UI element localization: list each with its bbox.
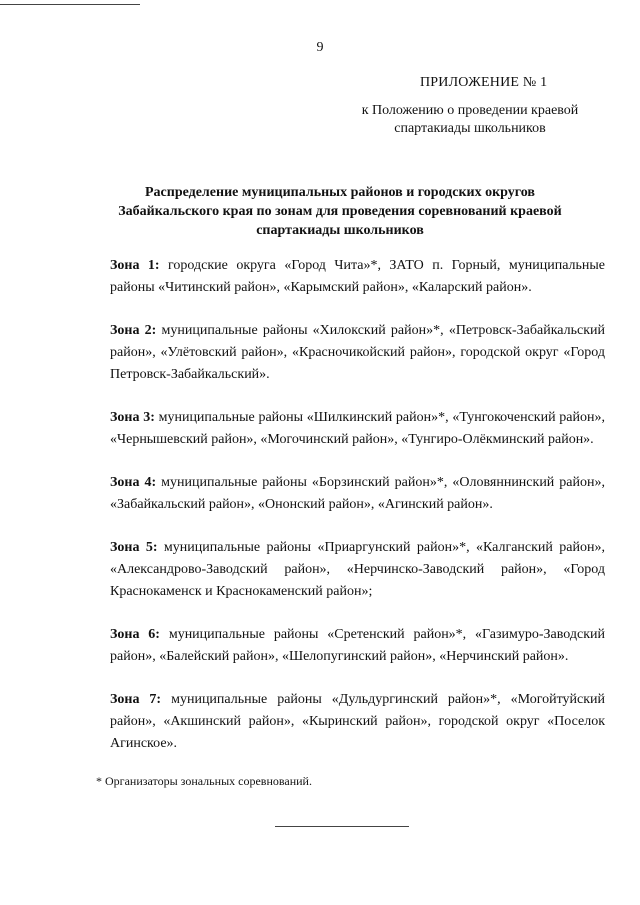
zone-paragraph-3 <box>110 407 605 451</box>
zones-list <box>110 255 605 776</box>
zone-text: городские округа «Город Чита»*, ЗАТО п. Горный, муниципальные районы «Читинский район», «Карымский район», «Каларский район». <box>110 258 606 295</box>
zone-label: Зона 3: <box>110 410 155 425</box>
zone-paragraph-6 <box>110 624 605 668</box>
zone-label: Зона 7: <box>110 692 162 707</box>
appendix-title: ПРИЛОЖЕНИЕ № 1 <box>420 75 548 90</box>
zone-label: Зона 5: <box>110 540 158 555</box>
zone-text: муниципальные районы «Приаргунский район»*, «Калганский район», «Александрово-Заводский район», «Нерчинско-Заводский район», «Город Краснокаменск и Краснокаменский район»; <box>110 540 606 599</box>
zone-text: муниципальные районы «Сретенский район»*, «Газимуро-Заводский район», «Балейский район», «Шелопугинский район», «Нерчинский район». <box>110 627 605 664</box>
footnote: * Организаторы зональных соревнований. <box>96 774 312 788</box>
zone-label: Зона 6: <box>110 627 160 642</box>
zone-label: Зона 2: <box>110 323 157 338</box>
zone-text: муниципальные районы «Борзинский район»*, «Оловяннинский район», «Забайкальский район», «Ононский район», «Агинский район». <box>110 475 606 512</box>
zone-paragraph-7 <box>110 689 605 755</box>
zone-text: муниципальные районы «Хилокский район»*, «Петровск-Забайкальский район», «Улётовский район», «Красночикойский район», городской округ «Город Петровск-Забайкальский». <box>110 323 605 382</box>
zone-paragraph-4 <box>110 472 605 516</box>
zone-label: Зона 1: <box>110 258 160 273</box>
zone-label: Зона 4: <box>110 475 157 490</box>
zone-paragraph-5 <box>110 537 605 603</box>
zone-paragraph-2 <box>110 320 605 386</box>
bottom-divider-line <box>275 826 409 827</box>
top-divider-line <box>0 4 140 5</box>
zone-text: муниципальные районы «Шилкинский район»*, «Тунгокоченский район», «Чернышевский район», «Могочинский район», «Тунгиро-Олёкминский район». <box>110 410 605 447</box>
document-title: Распределение муниципальных районов и городских округов Забайкальского края по зонам для проведения соревнований краевой спартакиады школьников <box>118 185 562 238</box>
appendix-subtitle: к Положению о проведении краевой спартакиады школьников <box>361 103 579 136</box>
zone-text: муниципальные районы «Дульдургинский район»*, «Могойтуйский район», «Акшинский район», «Кыринский район», городской округ «Поселок Агинское». <box>110 692 606 751</box>
zone-paragraph-1 <box>110 255 605 299</box>
page-number: 9 <box>316 40 324 55</box>
